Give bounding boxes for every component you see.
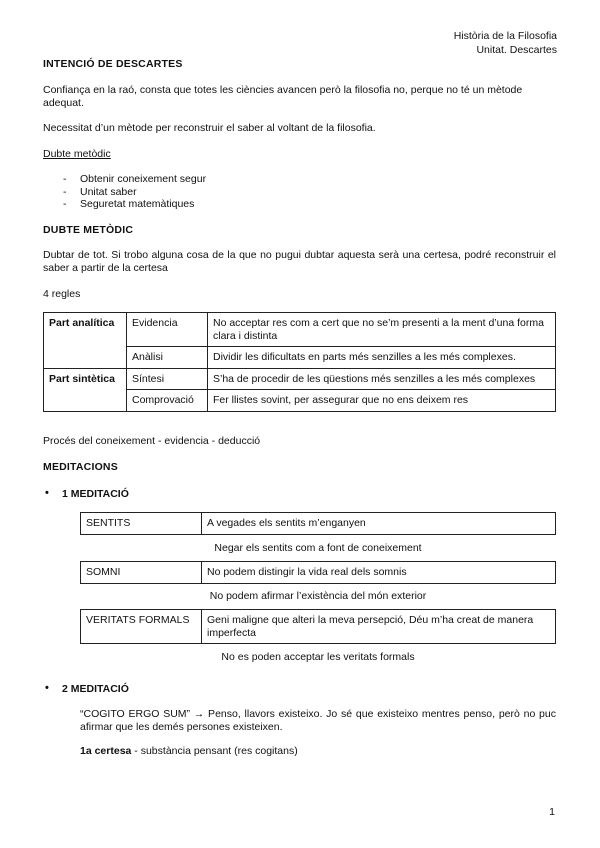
section-title-meditacions: MEDITACIONS xyxy=(43,461,118,473)
header-subject: Història de la Filosofia xyxy=(453,30,557,42)
goals-list xyxy=(43,173,543,211)
rule-desc: Fer llistes sovint, per assegurar que no ens deixem res xyxy=(208,390,556,412)
med-conclusion: No podem afirmar l’existència del món exterior xyxy=(209,590,427,602)
paragraph-confianca: Confiança en la raó, consta que totes les ciències avancen però la filosofia no, perque no té un mètode adequat. xyxy=(43,84,523,109)
table-row xyxy=(81,610,556,644)
certesa-line xyxy=(80,745,298,758)
med-value: A vegades els sentits m’enganyen xyxy=(202,513,556,535)
section-title-dubte: DUBTE METÒDIC xyxy=(43,224,134,236)
page-number: 1 xyxy=(549,806,555,818)
page-header xyxy=(454,29,557,57)
meditacio-1-row-somni xyxy=(80,561,556,584)
table-row xyxy=(81,562,556,584)
med-conclusion: No es poden acceptar les veritats formals xyxy=(221,651,415,663)
section-title-intencio: INTENCIÓ DE DESCARTES xyxy=(43,58,183,70)
med-key: SENTITS xyxy=(81,513,202,535)
meditacio-1-row-veritats xyxy=(80,609,556,644)
meditacio-2-title: • 2 MEDITACIÓ xyxy=(62,683,129,696)
table-row xyxy=(44,313,556,347)
header-unit: Unitat. Descartes xyxy=(476,44,557,57)
table-row xyxy=(44,368,556,390)
med-key: VERITATS FORMALS xyxy=(81,610,202,644)
list-item: - Seguretat matemàtiques xyxy=(43,198,543,211)
rule-desc: No acceptar res com a cert que no se’m presenti a la ment d’una forma clara i distinta xyxy=(208,313,556,347)
list-item: - Obtenir coneixement segur xyxy=(43,173,543,186)
rules-label: 4 regles xyxy=(43,288,81,300)
meditacio-1-title: • 1 MEDITACIÓ xyxy=(62,488,129,501)
cogito-paragraph: “COGITO ERGO SUM” → Penso, llavors existeixo. Jo sé que existeixo mentres penso, però no puc afirmar que les demés persones existeixen. xyxy=(80,708,556,733)
rule-name: Síntesi xyxy=(127,368,208,390)
med-value: Geni maligne que alteri la meva persepció, Déu m’ha creat de manera imperfecta xyxy=(202,610,556,644)
process-line: Procés del coneixement - evidencia - deducció xyxy=(43,435,261,447)
subtitle-dubte-metodic: Dubte metòdic xyxy=(43,148,111,160)
group-analitica: Part analítica xyxy=(44,313,127,369)
paragraph-dubtar: Dubtar de tot. Si trobo alguna cosa de la que no pugui dubtar aquesta serà una certesa, podré reconstruir el saber a partir de la certesa xyxy=(43,249,556,274)
rule-name: Evidencia xyxy=(127,313,208,347)
med-value: No podem distingir la vida real dels somnis xyxy=(202,562,556,584)
group-sintetica: Part sintètica xyxy=(44,368,127,411)
meditacio-1-row-sentits xyxy=(80,512,556,535)
table-row xyxy=(81,513,556,535)
rules-table xyxy=(43,312,556,412)
list-item: - Unitat saber xyxy=(43,186,543,199)
certesa-text: - substància pensant (res cogitans) xyxy=(131,745,298,757)
rule-desc: S’ha de procedir de les qüestions més senzilles a les més complexes xyxy=(208,368,556,390)
med-key: SOMNI xyxy=(81,562,202,584)
rule-name: Comprovació xyxy=(127,390,208,412)
med-conclusion: Negar els sentits com a font de coneixement xyxy=(214,542,422,554)
paragraph-necessitat: Necessitat d’un mètode per reconstruir el saber al voltant de la filosofia. xyxy=(43,122,376,134)
rule-desc: Dividir les dificultats en parts més senzilles a les més complexes. xyxy=(208,347,556,369)
rule-name: Anàlisi xyxy=(127,347,208,369)
certesa-label: 1a certesa xyxy=(80,745,132,757)
